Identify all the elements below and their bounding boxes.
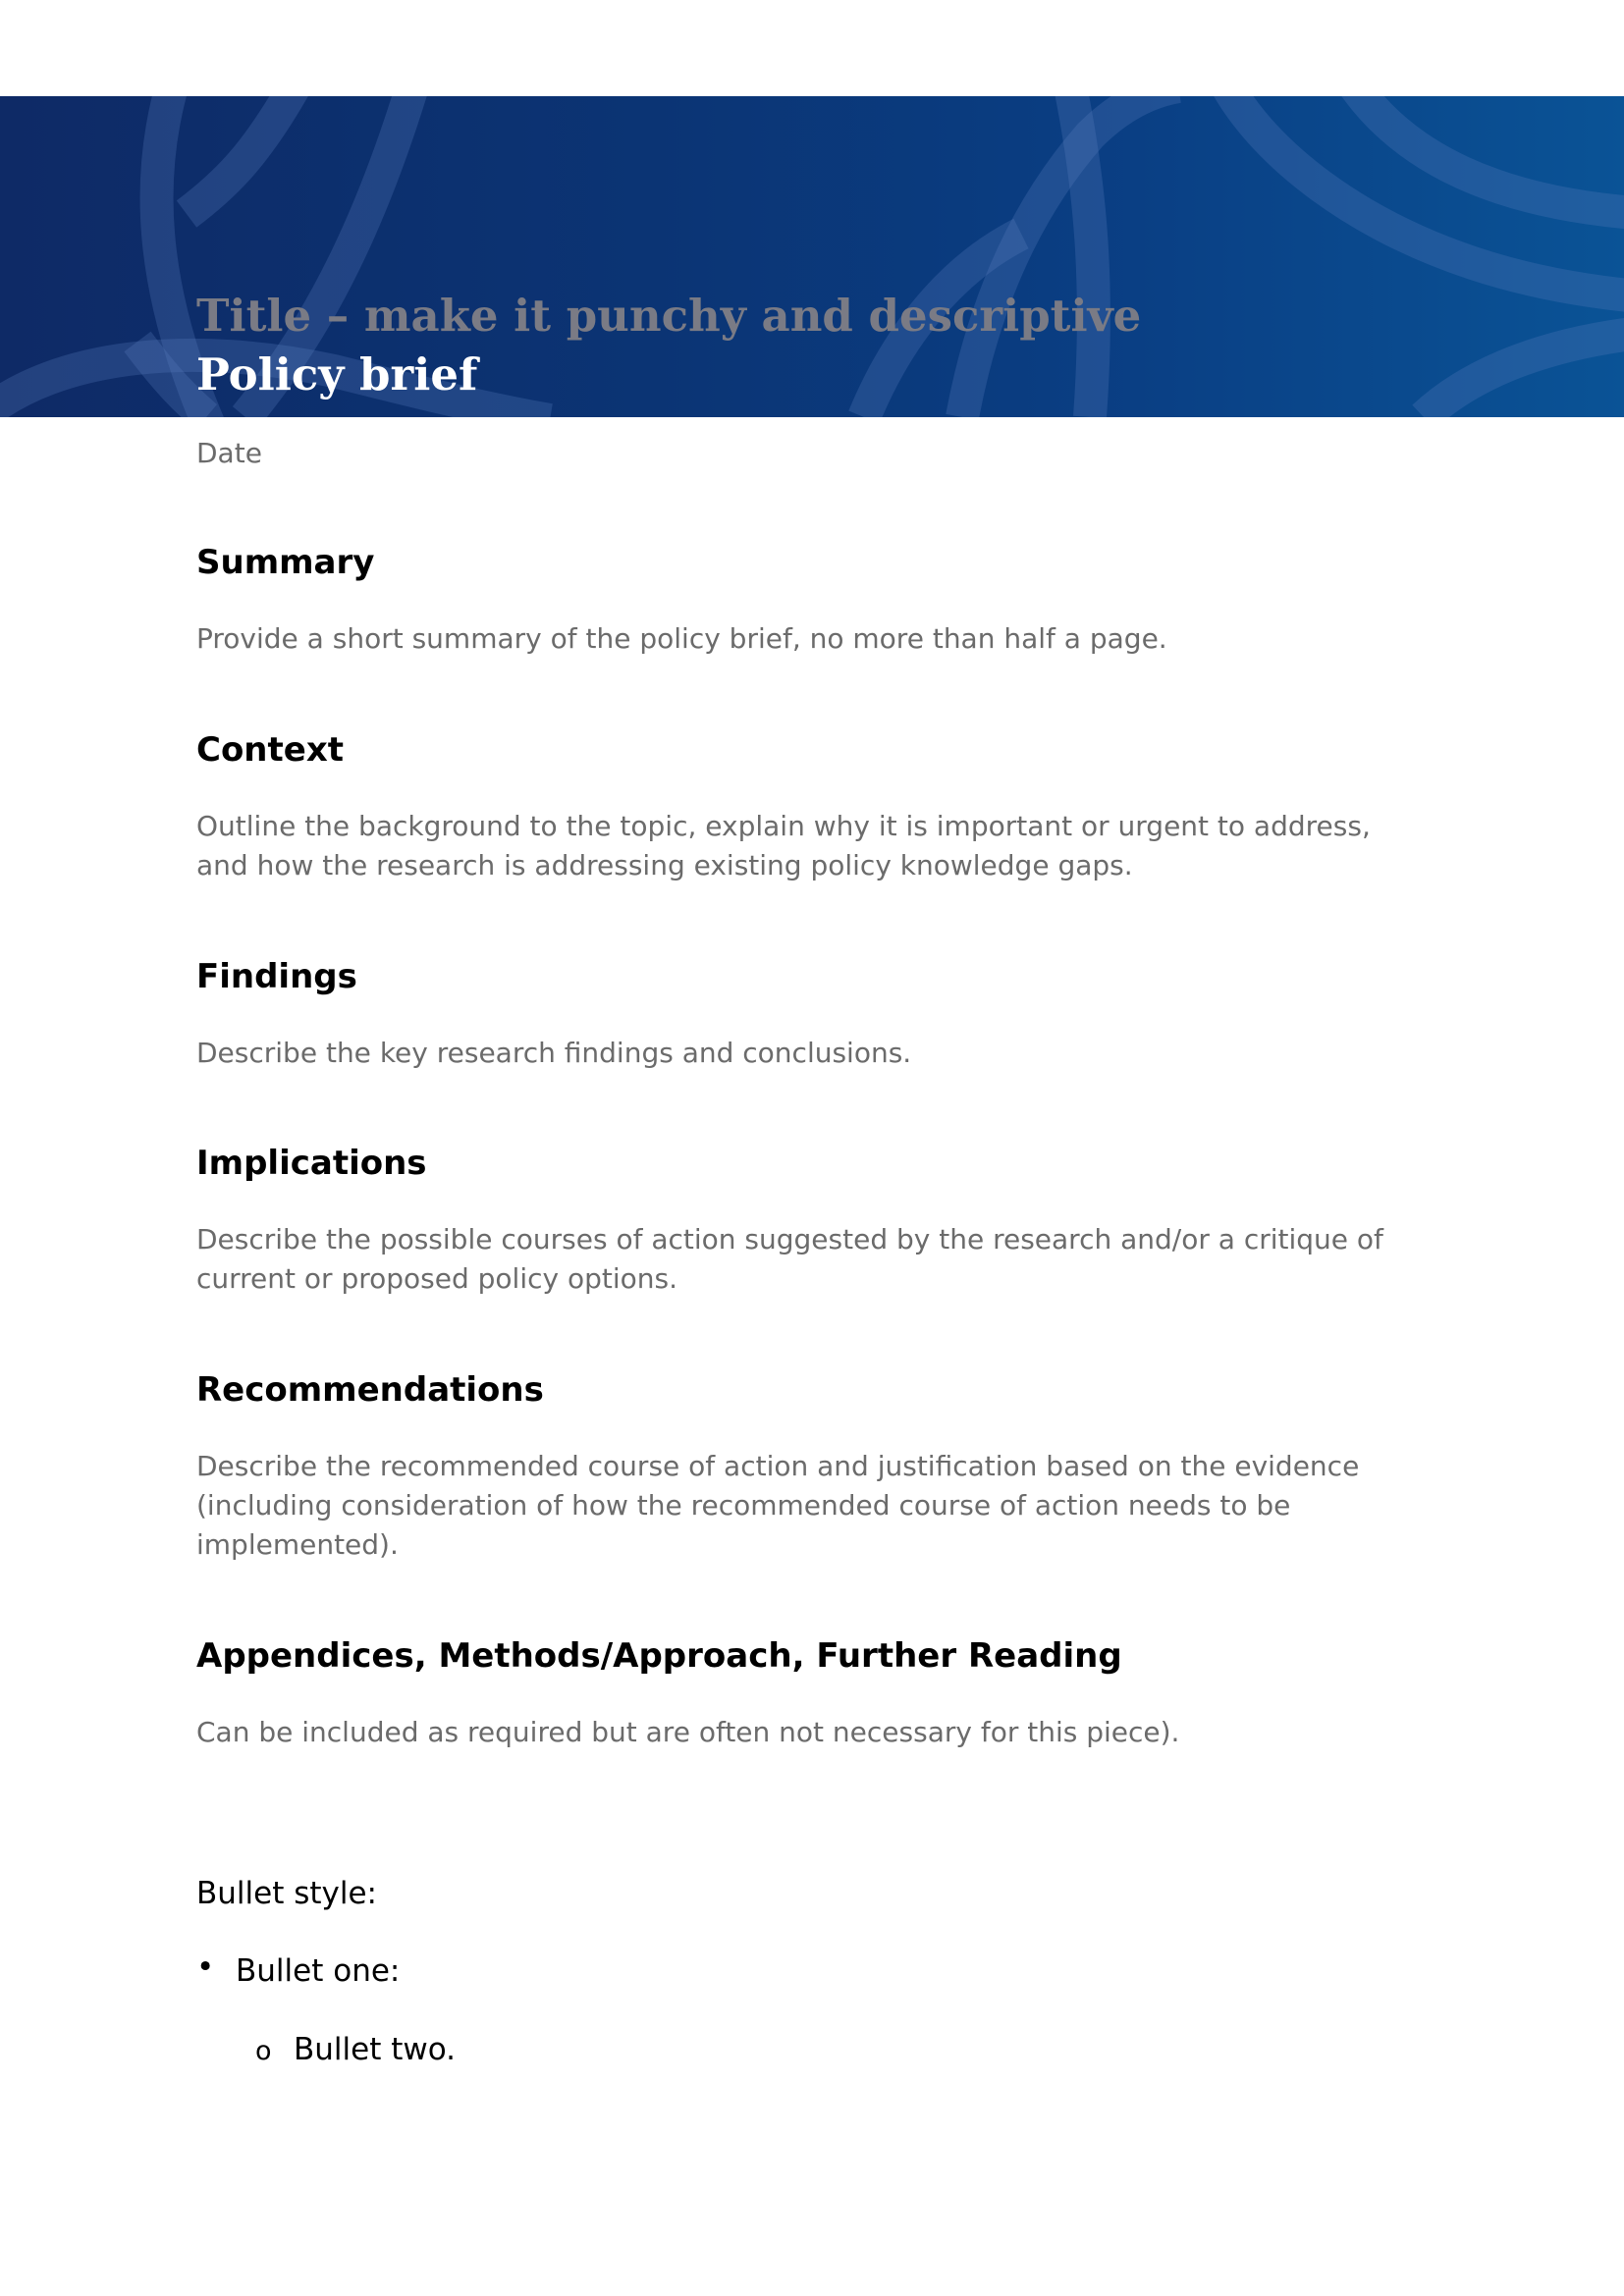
section-heading-findings: Findings: [196, 957, 357, 996]
section-body-summary: Provide a short summary of the policy brief, no more than half a page.: [196, 622, 1167, 655]
section-heading-recommendations: Recommendations: [196, 1370, 544, 1410]
section-heading-implications: Implications: [196, 1144, 427, 1183]
header-banner: [0, 96, 1624, 417]
bullet-circle-icon: o: [255, 2036, 272, 2066]
date-label: Date: [196, 437, 262, 469]
section-body-appendices: Can be included as required but are often not necessary for this piece).: [196, 1716, 1180, 1748]
bullet-style-label: Bullet style:: [196, 1876, 378, 1911]
document-subtitle: Policy brief: [196, 348, 478, 400]
bullet-one-text: Bullet one:: [236, 1953, 401, 1989]
bullet-dot-icon: •: [196, 1949, 215, 1985]
section-body-context: Outline the background to the topic, explain why it is important or urgent to address, and how the research is addressing existing policy knowledge gaps.: [196, 810, 1371, 881]
section-body-findings: Describe the key research findings and conclusions.: [196, 1037, 912, 1069]
section-body-recommendations: Describe the recommended course of action and justification based on the evidence (including consideration of how the recommended course of action needs to be implemented).: [196, 1450, 1360, 1561]
section-heading-summary: Summary: [196, 543, 375, 582]
section-body-implications: Describe the possible courses of action suggested by the research and/or a critique of current or proposed policy options.: [196, 1223, 1383, 1295]
bullet-two-text: Bullet two.: [294, 2032, 457, 2067]
document-title: Title – make it punchy and descriptive: [196, 290, 1142, 342]
section-heading-appendices: Appendices, Methods/Approach, Further Reading: [196, 1636, 1122, 1676]
section-heading-context: Context: [196, 730, 345, 770]
